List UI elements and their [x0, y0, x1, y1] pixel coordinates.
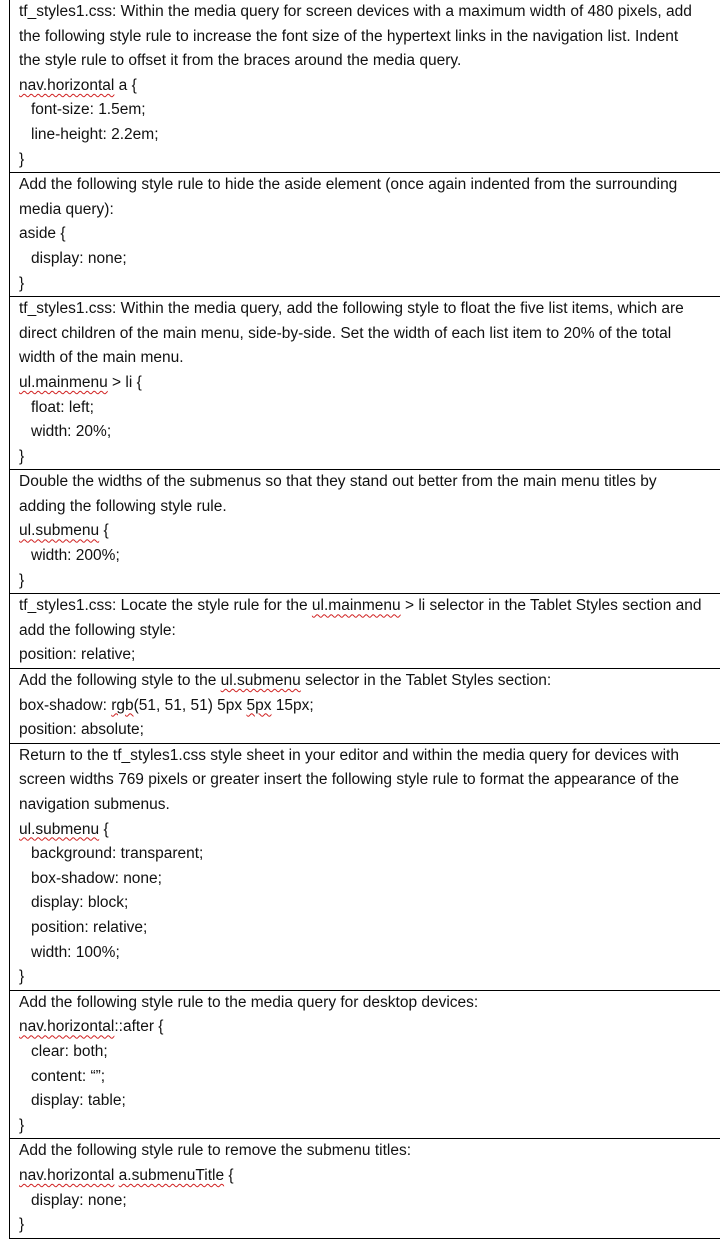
instruction-text: width of the main menu.: [19, 349, 184, 367]
instruction-text: Return to the tf_styles1.css style sheet in your editor and within the media query for devices with: [19, 746, 679, 764]
code-property: position: relative;: [19, 646, 136, 664]
instruction-cell: [10, 296, 720, 469]
code-property: display: none;: [31, 249, 127, 267]
instruction-text: direct children of the main menu, side-by-side. Set the width of each list item to 20% of the total: [19, 324, 672, 342]
code-property: position: absolute;: [19, 721, 144, 739]
instruction-text: the style rule to offset it from the braces around the media query.: [19, 52, 462, 70]
code-close-brace: }: [19, 968, 25, 986]
spellcheck-word: nav.horizontal: [19, 1166, 115, 1184]
instruction-text: Double the widths of the submenus so that they stand out better from the main menu titles by: [19, 473, 657, 491]
instruction-cell: [10, 743, 720, 990]
code-selector: nav.horizontal::after {: [19, 1018, 164, 1036]
code-property: line-height: 2.2em;: [31, 125, 159, 143]
spellcheck-word: ul.submenu: [19, 522, 100, 540]
code-close-brace: }: [19, 150, 25, 168]
spellcheck-word: ul.submenu: [19, 820, 100, 838]
instruction-cell: [10, 990, 720, 1139]
code-property: box-shadow: none;: [31, 869, 162, 887]
instruction-text: Add the following style to the ul.submenu selector in the Tablet Styles section:: [19, 672, 552, 690]
instruction-text: media query):: [19, 200, 114, 218]
instruction-cell: [10, 172, 720, 296]
spellcheck-word: rgb: [111, 696, 134, 714]
spellcheck-word: 5px: [246, 696, 272, 714]
code-property: box-shadow: rgb(51, 51, 51) 5px 5px 15px;: [19, 696, 314, 714]
code-selector: ul.submenu {: [19, 820, 109, 838]
instruction-cell: [10, 668, 720, 743]
code-property: background: transparent;: [31, 845, 204, 863]
code-close-brace: }: [19, 274, 25, 292]
instruction-text: Add the following style rule to remove the submenu titles:: [19, 1142, 412, 1160]
code-property: width: 200%;: [31, 547, 120, 565]
spellcheck-word: nav.horizontal: [19, 1018, 115, 1036]
spellcheck-word: a.submenuTitle: [118, 1166, 225, 1184]
code-property: font-size: 1.5em;: [31, 101, 146, 119]
code-selector: ul.mainmenu > li {: [19, 373, 142, 391]
code-close-brace: }: [19, 1116, 25, 1134]
instruction-text: navigation submenus.: [19, 796, 170, 813]
code-property: clear: both;: [31, 1042, 108, 1060]
instruction-cell: [10, 469, 720, 593]
spellcheck-word: ul.submenu: [220, 672, 301, 690]
instruction-cell: [10, 593, 720, 668]
code-selector: nav.horizontal a {: [19, 76, 137, 94]
instruction-text: Add the following style rule to hide the aside element (once again indented from the surrounding: [19, 176, 678, 194]
code-close-brace: }: [19, 1216, 25, 1234]
code-property: position: relative;: [31, 918, 148, 936]
instruction-text: add the following style:: [19, 621, 176, 639]
spellcheck-word: ul.mainmenu: [19, 373, 108, 391]
code-close-brace: }: [19, 571, 25, 589]
code-property: float: left;: [31, 398, 94, 416]
instruction-text: tf_styles1.css: Within the media query, add the following style to float the five list items, which are: [19, 300, 684, 318]
code-close-brace: }: [19, 447, 25, 465]
code-property: display: table;: [31, 1092, 126, 1110]
instruction-text: the following style rule to increase the font size of the hypertext links in the navigation list. Indent: [19, 27, 679, 45]
instruction-text: adding the following style rule.: [19, 497, 227, 515]
code-property: content: “”;: [31, 1067, 106, 1085]
spellcheck-word: ul.mainmenu: [311, 597, 401, 615]
instruction-text: screen widths 769 pixels or greater insert the following style rule to format the appearance of the: [19, 771, 679, 789]
spellcheck-word: nav.horizontal: [19, 76, 115, 94]
code-selector: nav.horizontal a.submenuTitle {: [19, 1166, 234, 1184]
instruction-table: [9, 0, 720, 1239]
instruction-text: Add the following style rule to the media query for desktop devices:: [19, 993, 479, 1011]
code-property: display: none;: [31, 1191, 127, 1209]
code-selector: ul.submenu {: [19, 522, 109, 540]
code-property: display: block;: [31, 894, 129, 912]
instruction-text: tf_styles1.css: Within the media query for screen devices with a maximum width of 480 pixels, add: [19, 3, 692, 20]
code-selector: aside {: [19, 225, 66, 243]
instruction-text: tf_styles1.css: Locate the style rule for the ul.mainmenu > li selector in the Tablet Styles section and: [19, 597, 702, 615]
instruction-cell: [10, 1138, 720, 1237]
code-property: width: 20%;: [31, 423, 112, 441]
instruction-cell: [10, 0, 720, 172]
code-property: width: 100%;: [31, 943, 120, 961]
